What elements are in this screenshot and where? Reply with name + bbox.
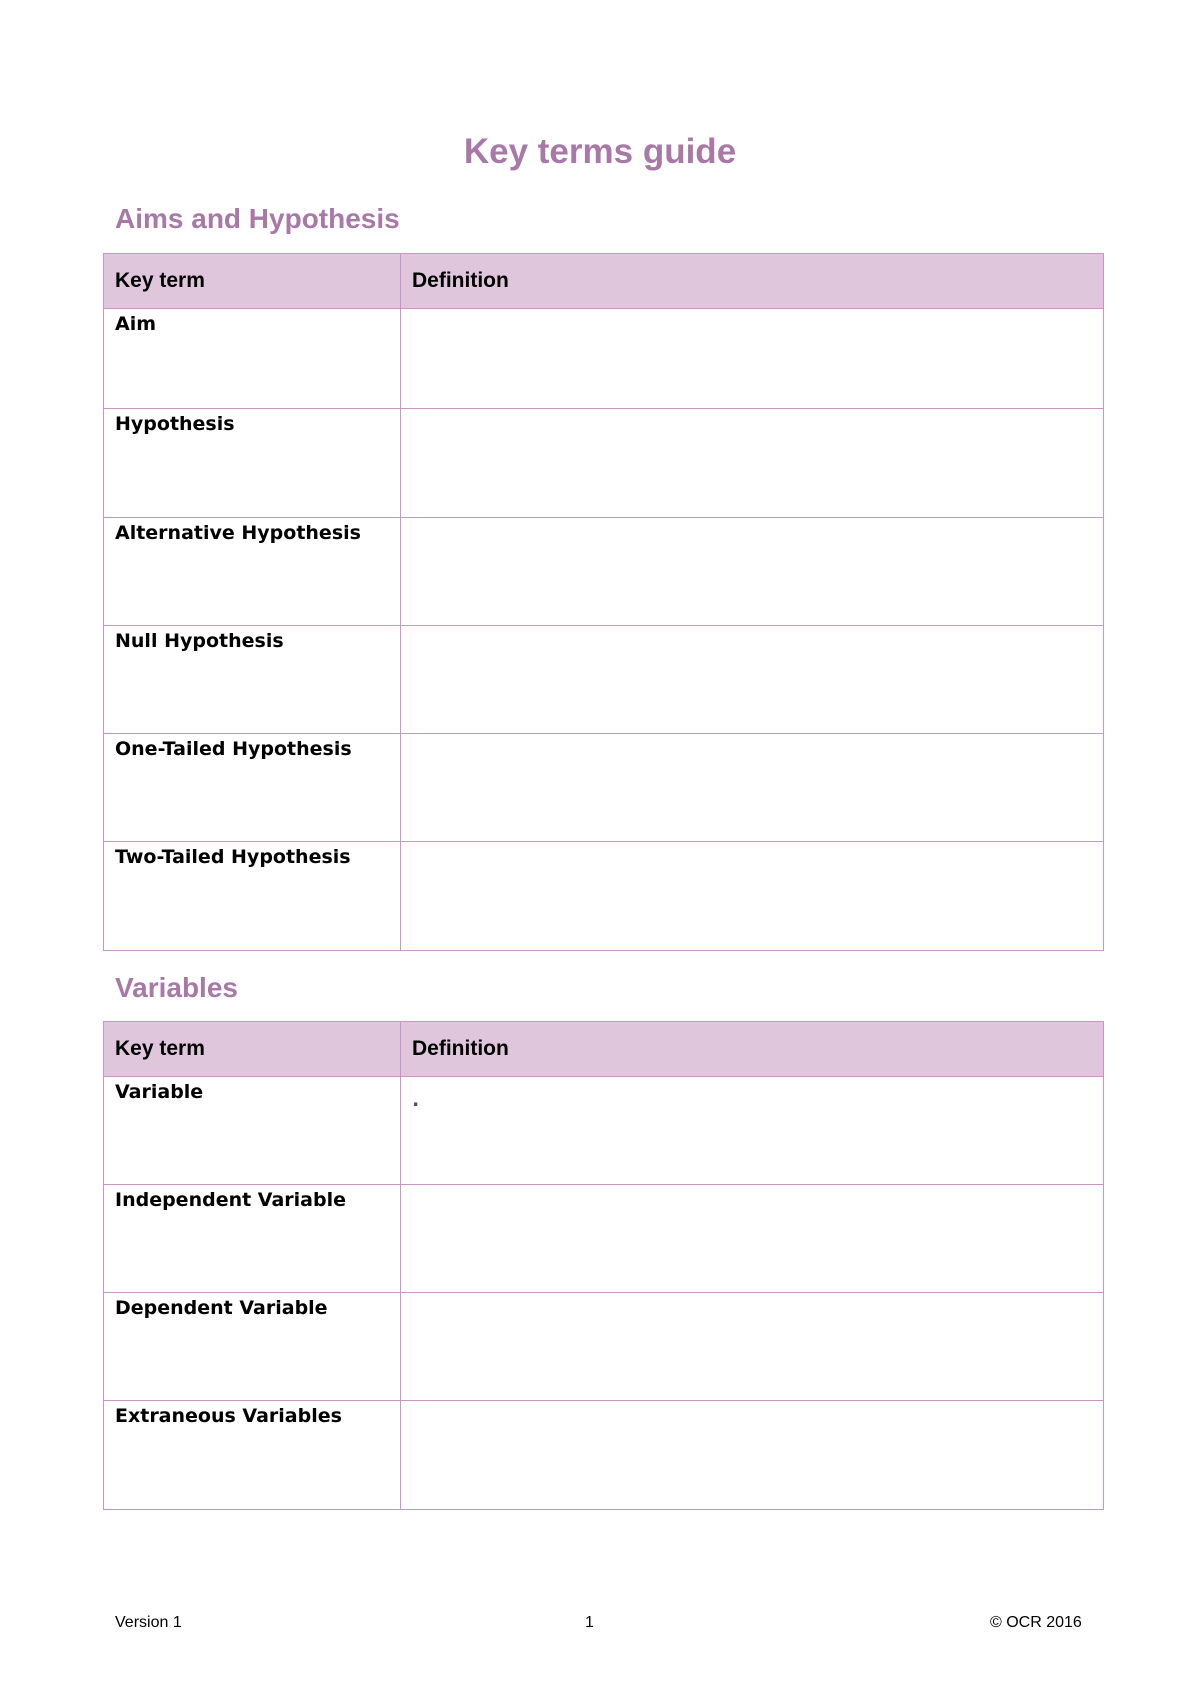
definition-cell[interactable] xyxy=(401,1401,1104,1510)
definition-cell[interactable] xyxy=(401,309,1104,409)
section-heading-aims-hypothesis: Aims and Hypothesis xyxy=(115,203,400,234)
key-term-cell: Independent Variable xyxy=(104,1185,401,1293)
table-row xyxy=(104,1185,1104,1293)
footer-copyright: © OCR 2016 xyxy=(990,1614,1082,1631)
table-row xyxy=(104,626,1104,734)
aims-hypothesis-table xyxy=(103,253,1104,951)
variables-table xyxy=(103,1021,1104,1510)
page-title: Key terms guide xyxy=(463,132,737,171)
table-row xyxy=(104,842,1104,951)
definition-cell[interactable] xyxy=(401,518,1104,626)
key-term-cell: Variable xyxy=(104,1077,401,1185)
footer-page-number: 1 xyxy=(585,1614,594,1631)
key-term-cell: Null Hypothesis xyxy=(104,626,401,734)
definition-cell[interactable] xyxy=(401,1185,1104,1293)
key-term-cell: Two-Tailed Hypothesis xyxy=(104,842,401,951)
definition-cell[interactable] xyxy=(401,1293,1104,1401)
section-heading-variables: Variables xyxy=(115,972,238,1003)
table-header-row xyxy=(104,254,1104,309)
table-row xyxy=(104,1077,1104,1185)
key-term-cell: Hypothesis xyxy=(104,409,401,518)
table-row xyxy=(104,409,1104,518)
column-header-key-term: Key term xyxy=(104,1022,401,1077)
footer-version: Version 1 xyxy=(115,1614,182,1631)
column-header-definition: Definition xyxy=(401,1022,1104,1077)
table-row xyxy=(104,518,1104,626)
table-row xyxy=(104,1293,1104,1401)
definition-cell[interactable] xyxy=(401,734,1104,842)
key-term-cell: Alternative Hypothesis xyxy=(104,518,401,626)
table-row xyxy=(104,1401,1104,1510)
definition-cell[interactable] xyxy=(401,842,1104,951)
definition-cell[interactable] xyxy=(401,409,1104,518)
key-term-cell: Aim xyxy=(104,309,401,409)
table-row xyxy=(104,309,1104,409)
key-term-cell: One-Tailed Hypothesis xyxy=(104,734,401,842)
column-header-key-term: Key term xyxy=(104,254,401,309)
table-row xyxy=(104,734,1104,842)
table-header-row xyxy=(104,1022,1104,1077)
key-term-cell: Dependent Variable xyxy=(104,1293,401,1401)
column-header-definition: Definition xyxy=(401,254,1104,309)
key-term-cell: Extraneous Variables xyxy=(104,1401,401,1510)
definition-cell[interactable] xyxy=(401,626,1104,734)
definition-cell[interactable]: . xyxy=(401,1077,1104,1185)
